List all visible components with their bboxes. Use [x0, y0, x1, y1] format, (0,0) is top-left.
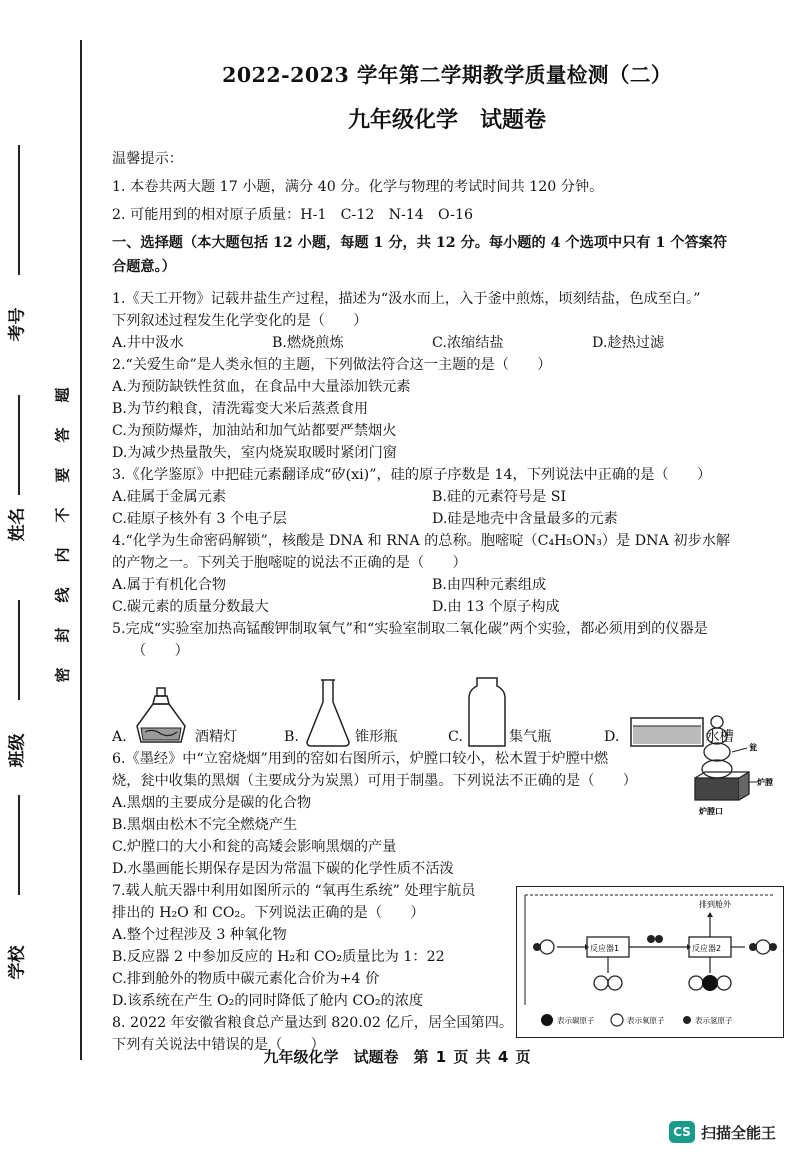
q4-stem: 4.“化学为生命密码解锁”，核酸是 DNA 和 RNA 的总称。胞嘧啶（C₄H₅ON₃）是 DNA 初步水解: [112, 533, 731, 549]
q5-stem: 5.完成“实验室加热高锰酸钾制取氧气”和“实验室制取二氧化碳”两个实验，都必须用到的仪器是: [112, 621, 708, 637]
option-letter: C.: [448, 729, 463, 745]
scanner-badge: [669, 1121, 776, 1143]
reactor-flow-icon: [517, 887, 782, 1036]
option-label: 酒精灯: [194, 729, 238, 745]
name-field[interactable]: [18, 395, 20, 495]
q2-option-b[interactable]: B.为节约粮食，清洗霉变大米后蒸煮食用: [112, 401, 369, 417]
q1-stem: 1.《天工开物》记载井盐生产过程，描述为“汲水而上，入于釜中煎炼，顷刻结盐，色成至白。”: [112, 291, 701, 307]
exam-content: [112, 60, 782, 1056]
q4-option-c[interactable]: C.碳元素的质量分数最大: [112, 599, 269, 615]
option-label: 集气瓶: [508, 729, 552, 745]
class-label: 班级: [7, 733, 28, 768]
q4-option-d[interactable]: D.由 13 个原子构成: [432, 599, 560, 615]
figure-label: 炉膛口: [699, 807, 723, 816]
q4-option-a[interactable]: A.属于有机化合物: [112, 577, 227, 593]
tips-heading: 温馨提示：: [112, 151, 183, 167]
option-label: 水槽: [705, 729, 734, 745]
q6-option-d[interactable]: D.水墨画能长期保存是因为常温下碳的化学性质不活泼: [112, 861, 454, 877]
q7-option-d[interactable]: D.该系统在产生 O₂的同时降低了舱内 CO₂的浓度: [112, 993, 424, 1009]
q6-option-a[interactable]: A.黑烟的主要成分是碳的化合物: [112, 795, 312, 811]
q5-option-b[interactable]: [284, 678, 398, 748]
q6-option-c[interactable]: C.炉膛口的大小和瓮的高矮会影响黑烟的产量: [112, 839, 397, 855]
reactor2-label: 反应器2: [692, 944, 722, 953]
q2-option-c[interactable]: C.为预防爆炸，加油站和加气站都要严禁烟火: [112, 423, 397, 439]
seal-note-char: 封: [53, 627, 72, 643]
q7-option-c[interactable]: C.排到舱外的物质中碳元素化合价为+4 价: [112, 971, 380, 987]
oxygen-regeneration-diagram: [516, 886, 784, 1038]
q7-option-b[interactable]: B.反应器 2 中参加反应的 H₂和 CO₂质量比为 1：22: [112, 949, 445, 965]
kiln-figure-icon: [687, 712, 777, 820]
q6-option-b[interactable]: B.黑烟由松木不完全燃烧产生: [112, 817, 298, 833]
option-letter: B.: [284, 729, 299, 745]
reactor1-label: 反应器1: [590, 944, 620, 953]
q3-option-d[interactable]: D.硅是地壳中含量最多的元素: [432, 511, 618, 527]
q4-option-b[interactable]: B.由四种元素组成: [432, 577, 547, 593]
page-subtitle: 九年级化学 试题卷: [347, 107, 546, 133]
exhaust-label: 排到舱外: [699, 900, 731, 909]
option-label: 锥形瓶: [354, 729, 398, 745]
legend-carbon: 表示碳原子: [557, 1016, 595, 1025]
seal-note: [52, 375, 74, 695]
class-field[interactable]: [18, 600, 20, 700]
seal-note-char: 内: [53, 547, 72, 563]
option-letter: D.: [604, 729, 620, 745]
q1-option-b[interactable]: B.燃烧煎炼: [272, 335, 344, 351]
q5-option-a[interactable]: [112, 686, 237, 748]
q1-option-d[interactable]: D.趁热过滤: [592, 335, 665, 351]
q1-option-a[interactable]: A.井中汲水: [112, 335, 184, 351]
name-label: 姓名: [7, 507, 28, 542]
q4-options-row1: [112, 574, 782, 596]
q7-option-a[interactable]: A.整个过程涉及 3 种氧化物: [112, 927, 287, 943]
q3-option-c[interactable]: C.硅原子核外有 3 个电子层: [112, 511, 287, 527]
q2-stem: 2.“关爱生命”是人类永恒的主题，下列做法符合这一主题的是（ ）: [112, 357, 552, 373]
seal-note-char: 不: [53, 507, 72, 523]
seal-note-char: 答: [53, 427, 72, 443]
conical-flask-icon: [303, 678, 353, 748]
q5-options: [112, 666, 782, 748]
q5-stem-cont: （ ）: [132, 643, 189, 659]
seal-note-char: 线: [53, 587, 72, 603]
q7-stem: 7.载人航天器中利用如图所示的 “氧再生系统” 处理宇航员: [112, 883, 476, 899]
q6-block: [112, 743, 782, 880]
q3-option-b[interactable]: B.硅的元素符号是 SI: [432, 489, 567, 505]
q1-option-c[interactable]: C.浓缩结盐: [432, 335, 504, 351]
exam-no-label: 考号: [7, 307, 28, 342]
seal-note-char: 要: [53, 467, 72, 483]
page-footer: 九年级化学 试题卷 第 1 页 共 4 页: [263, 1048, 531, 1066]
figure-label: 炉膛: [757, 778, 773, 787]
tip-item: 1. 本卷共两大题 17 小题，满分 40 分。化学与物理的考试时间共 120 分钟。: [112, 179, 604, 195]
alcohol-lamp-icon: [131, 686, 191, 748]
page-title: 2022-2023 学年第二学期教学质量检测（二）: [222, 63, 672, 87]
badge-text: 扫描全能王: [700, 1123, 776, 1142]
gas-jar-icon: [467, 676, 507, 748]
q3-options-row1: [112, 486, 782, 508]
q6-stem-cont: 烧，瓮中收集的黑烟（主要成分为炭黑）可用于制墨。下列说法不正确的是（ ）: [112, 773, 637, 789]
q2-option-d[interactable]: D.为减少热量散失，室内烧炭取暖时紧闭门窗: [112, 445, 397, 461]
q5-option-c[interactable]: [448, 676, 551, 748]
q3-options-row2: [112, 508, 782, 530]
q3-stem: 3.《化学鉴原》中把硅元素翻译成“矽(xi)”，硅的原子序数是 14，下列说法中正确的是（ ）: [112, 467, 712, 483]
q1-options: [112, 332, 782, 354]
section-heading-cont: 合题意。）: [112, 259, 176, 275]
tip-item: 2. 可能用到的相对原子质量：H-1 C-12 N-14 O-16: [112, 207, 474, 223]
legend-hydrogen: 表示氢原子: [695, 1016, 733, 1025]
exam-no-field[interactable]: [18, 145, 20, 275]
q3-option-a[interactable]: A.硅属于金属元素: [112, 489, 227, 505]
camscanner-logo-icon: CS: [669, 1121, 695, 1143]
seal-note-char: 题: [53, 387, 72, 403]
option-letter: A.: [112, 729, 127, 745]
q8-stem-cont: 下列有关说法中错误的是（ ）: [112, 1037, 325, 1053]
q7-stem-cont: 排出的 H₂O 和 CO₂。下列说法正确的是（ ）: [112, 905, 425, 921]
q2-option-a[interactable]: A.为预防缺铁性贫血，在食品中大量添加铁元素: [112, 379, 411, 395]
figure-label: 瓮: [749, 743, 757, 752]
legend-oxygen: 表示氧原子: [627, 1016, 665, 1025]
q1-stem-cont: 下列叙述过程发生化学变化的是（ ）: [112, 313, 368, 329]
q4-options-row2: [112, 596, 782, 618]
q8-stem: 8. 2022 年安徽省粮食总产量达到 820.02 亿斤，居全国第四。: [112, 1015, 514, 1031]
section-heading: 一、选择题（本大题包括 12 小题，每题 1 分，共 12 分。每小题的 4 个选项中只有 1 个答案符: [112, 235, 728, 251]
school-label: 学校: [7, 945, 28, 980]
q7-block: [112, 880, 782, 1056]
seal-note-char: 密: [53, 667, 72, 683]
q6-stem: 6.《墨经》中“立窑烧烟”用到的窑如右图所示，炉膛口较小，松木置于炉膛中燃: [112, 751, 609, 767]
q4-stem-cont: 的产物之一。下列关于胞嘧啶的说法不正确的是（ ）: [112, 555, 467, 571]
